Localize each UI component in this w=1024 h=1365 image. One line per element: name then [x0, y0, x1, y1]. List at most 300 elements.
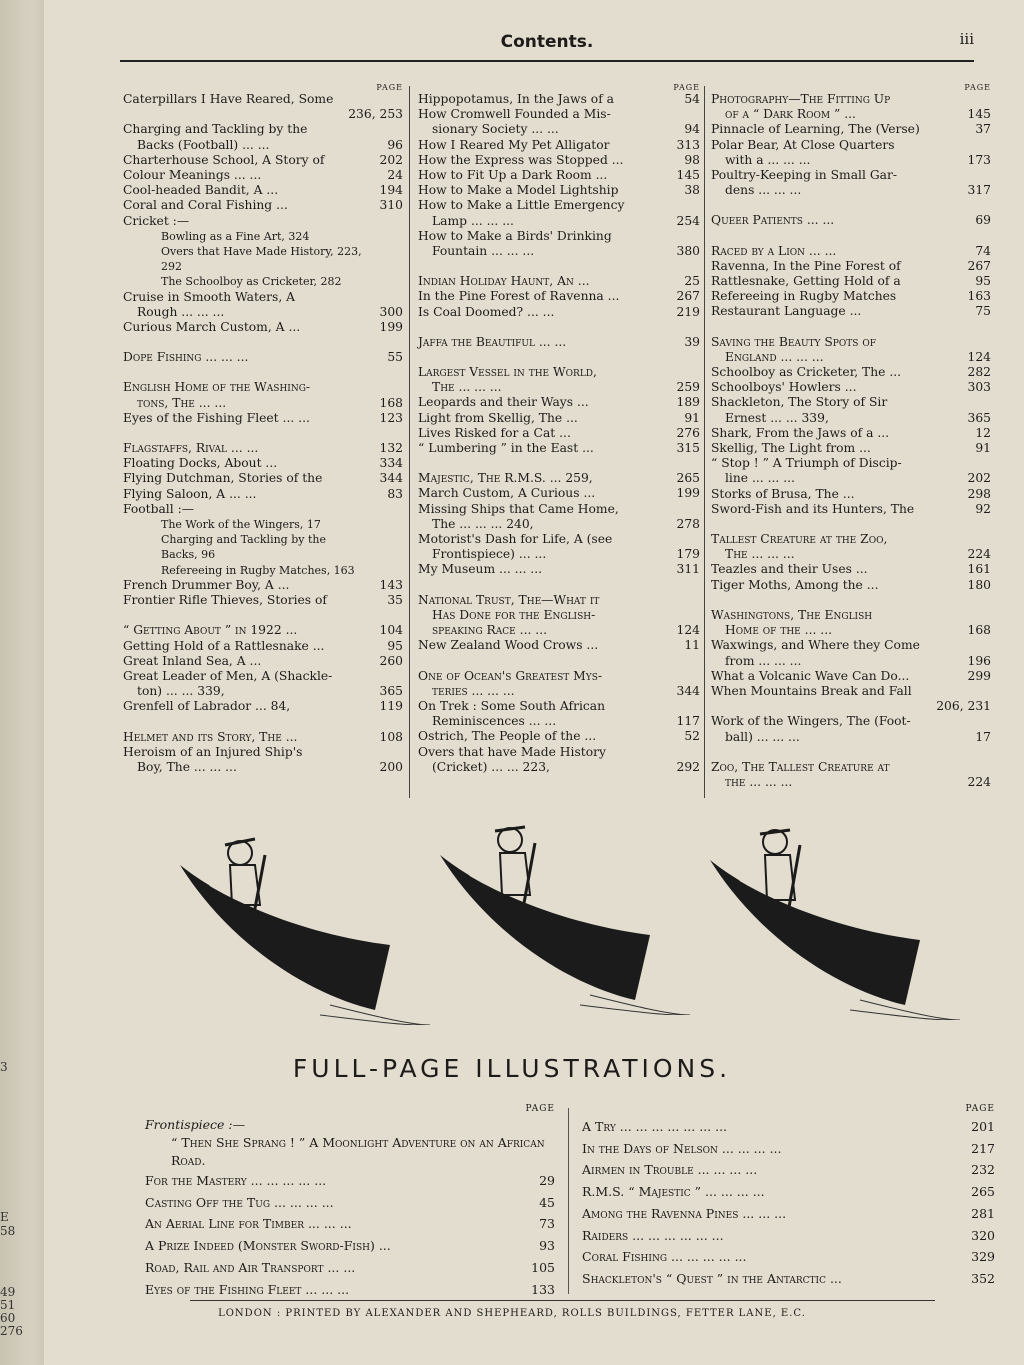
- illustration-title: Shackleton's “ Quest ” in the Antarctic ...: [582, 1270, 842, 1286]
- illustration-entry: [582, 1268, 995, 1290]
- entry-page-number: 119: [379, 699, 403, 714]
- entry-title: speaking Race ... ...: [432, 623, 548, 638]
- entry-page-number: 124: [676, 623, 700, 638]
- contents-entry: [711, 684, 991, 699]
- entry-page-number: 173: [967, 152, 991, 167]
- entry-page-number: 91: [684, 410, 700, 425]
- entry-list-c: [711, 92, 991, 790]
- entry-title: Lives Risked for a Cat ...: [418, 425, 571, 440]
- section-gap: [711, 320, 991, 335]
- entry-page-number: 365: [967, 410, 991, 425]
- entry-title: Has Done for the English-: [432, 607, 596, 622]
- illustration-title: A Prize Indeed (Monster Sword-Fish) ...: [145, 1238, 391, 1254]
- canoe-icon: [700, 820, 960, 1020]
- contents-entry: [418, 289, 700, 304]
- entry-title: Overs that have Made History: [418, 744, 606, 759]
- contents-entry: [711, 138, 991, 153]
- contents-entry: [123, 168, 403, 183]
- contents-entry: [711, 122, 991, 137]
- page-header: [120, 30, 974, 62]
- contents-entry: [418, 229, 700, 244]
- contents-entry: [711, 213, 991, 228]
- column-divider: [568, 1108, 569, 1294]
- contents-entry: [123, 593, 403, 608]
- section-gap: [418, 350, 700, 365]
- entry-page-number: 224: [967, 774, 991, 789]
- page-column-label: PAGE: [525, 1104, 555, 1114]
- entry-title: Restaurant Language ...: [711, 304, 862, 319]
- entry-title: Indian Holiday Haunt, An ...: [418, 274, 590, 289]
- entry-page-number: 91: [975, 441, 991, 456]
- entry-page-number: 143: [379, 577, 403, 592]
- contents-entry: [418, 365, 700, 380]
- contents-entry: [123, 532, 403, 547]
- entry-title: of a “ Dark Room ” ...: [725, 107, 856, 122]
- illustration-page-number: 265: [971, 1184, 995, 1200]
- entry-list-a: [123, 92, 403, 775]
- entry-page-number: 168: [967, 623, 991, 638]
- section-gap: [711, 745, 991, 760]
- contents-entry: [418, 471, 700, 486]
- entry-title: Charterhouse School, A Story of: [123, 152, 325, 167]
- illustration-title: Casting Off the Tug ... ... ... ...: [145, 1194, 334, 1210]
- contents-entry: [711, 304, 991, 319]
- entry-page-number: 265: [676, 471, 700, 486]
- entry-page-number: 189: [676, 395, 700, 410]
- entry-title: Raced by a Lion ... ...: [711, 243, 837, 258]
- entry-title: Rough ... ... ...: [137, 304, 225, 319]
- contents-entry: [123, 502, 403, 517]
- entry-title: Flying Dutchman, Stories of the: [123, 471, 323, 486]
- entry-page-number: 299: [967, 668, 991, 683]
- canoe-icon: [430, 815, 690, 1015]
- section-gap: [123, 426, 403, 441]
- entry-title: Motorist's Dash for Life, A (see: [418, 532, 613, 547]
- contents-column-a: [123, 80, 403, 775]
- illustration-title: A Try ... ... ... ... ... ... ...: [582, 1119, 728, 1134]
- illustrations-column-right: [582, 1102, 995, 1290]
- entry-title: the ... ... ...: [725, 774, 793, 789]
- entry-page-number: 17: [975, 729, 991, 744]
- contents-entry: [711, 562, 991, 577]
- entry-page-number: 315: [676, 441, 700, 456]
- illustration-title: Among the Ravenna Pines ... ... ...: [582, 1205, 787, 1221]
- contents-entry: [418, 562, 700, 577]
- entry-title: Largest Vessel in the World,: [418, 365, 597, 380]
- entry-title: “ Stop ! ” A Triumph of Discip-: [711, 456, 902, 471]
- margin-fragment: 3: [0, 1060, 8, 1074]
- entry-title: Ravenna, In the Pine Forest of: [711, 258, 901, 273]
- contents-entry: [711, 395, 991, 410]
- entry-title: Floating Docks, About ...: [123, 456, 278, 471]
- contents-entry: [123, 122, 403, 137]
- contents-entry: [711, 92, 991, 107]
- contents-entry: [123, 396, 403, 411]
- entry-title: Teazles and their Uses ...: [711, 562, 868, 577]
- entry-page-number: 96: [387, 137, 403, 152]
- contents-entry: [418, 517, 700, 532]
- contents-entry: [711, 669, 991, 684]
- contents-entry: [711, 502, 991, 517]
- contents-entry: [711, 259, 991, 274]
- entry-title: Majestic, The R.M.S. ... 259,: [418, 471, 593, 486]
- entry-page-number: 300: [379, 304, 403, 319]
- entry-page-number: 24: [387, 168, 403, 183]
- entry-title: Skellig, The Light from ...: [711, 441, 871, 456]
- illustration-entry: [582, 1138, 995, 1160]
- contents-entry: [711, 456, 991, 471]
- section-gap: [418, 654, 700, 669]
- contents-entry: [123, 654, 403, 669]
- illustration-page-number: 105: [531, 1259, 555, 1275]
- entry-page-number: 194: [379, 183, 403, 198]
- contents-entry: [711, 623, 991, 638]
- entry-title: Cool-headed Bandit, A ...: [123, 183, 279, 198]
- entry-page-number: 311: [676, 562, 700, 577]
- entry-title: How I Reared My Pet Alligator: [418, 137, 610, 152]
- contents-entry: [418, 486, 700, 501]
- margin-fragment: 51: [0, 1298, 16, 1312]
- entry-title: Cruise in Smooth Waters, A: [123, 289, 296, 304]
- contents-entry: [123, 441, 403, 456]
- section-gap: [418, 578, 700, 593]
- margin-fragment: 58: [0, 1224, 16, 1238]
- entry-title: How to Fit Up a Dark Room ...: [418, 168, 608, 183]
- entry-title: Football :—: [123, 501, 195, 516]
- entry-title: Flagstaffs, Rival ... ...: [123, 441, 259, 456]
- illustration-page-number: 329: [971, 1249, 995, 1265]
- illustration-title: Raiders ... ... ... ... ... ...: [582, 1227, 724, 1243]
- illustration-entry: [145, 1257, 555, 1279]
- contents-entry: [418, 183, 700, 198]
- entry-page-number: 145: [967, 107, 991, 122]
- entry-title: On Trek : Some South African: [418, 698, 606, 713]
- illustrations-column-left: [145, 1102, 555, 1300]
- entry-title: Poultry-Keeping in Small Gar-: [711, 168, 898, 183]
- entry-title: Great Inland Sea, A ...: [123, 653, 262, 668]
- entry-title: English Home of the Washing-: [123, 380, 311, 395]
- entry-page-number: 196: [967, 653, 991, 668]
- contents-entry: [418, 244, 700, 259]
- full-page-illustrations-title: FULL-PAGE ILLUSTRATIONS.: [292, 1054, 732, 1083]
- illustration-entry: [145, 1170, 555, 1192]
- contents-entry: [123, 229, 403, 244]
- illustration-title: Road, Rail and Air Transport ... ...: [145, 1259, 356, 1275]
- section-gap: [711, 517, 991, 532]
- entry-title: Reminiscences ... ...: [432, 714, 557, 729]
- entry-title: from ... ... ...: [725, 653, 802, 668]
- contents-entry: [418, 198, 700, 213]
- contents-entry: [123, 471, 403, 486]
- entry-title: In the Pine Forest of Ravenna ...: [418, 289, 620, 304]
- illustration-entry: [145, 1235, 555, 1257]
- illustration-entry: [145, 1192, 555, 1214]
- contents-entry: [123, 411, 403, 426]
- frontispiece-caption: “ Then She Sprang ! ” A Moonlight Adventure on an African Road.: [171, 1135, 545, 1168]
- contents-entry: [418, 214, 700, 229]
- contents-entry: [418, 153, 700, 168]
- contents-entry: [711, 487, 991, 502]
- canoe-illustration: [170, 815, 970, 1025]
- contents-entry: [418, 669, 700, 684]
- section-gap: [418, 259, 700, 274]
- entry-page-number: 202: [967, 471, 991, 486]
- contents-entry: [711, 775, 991, 790]
- entry-title: (Cricket) ... ... 223,: [432, 759, 550, 774]
- entry-page-number: 236, 253: [348, 107, 403, 122]
- entry-title: line ... ... ...: [725, 471, 795, 486]
- entry-page-number: 168: [379, 395, 403, 410]
- contents-entry: [711, 107, 991, 122]
- contents-entry: [418, 547, 700, 562]
- entry-title: “ Getting About ” in 1922 ...: [123, 623, 298, 638]
- entry-page-number: 199: [676, 486, 700, 501]
- entry-title: Zoo, The Tallest Creature at: [711, 759, 890, 774]
- contents-entry: [418, 138, 700, 153]
- entry-title: Cricket :—: [123, 213, 190, 228]
- illustration-title: In the Days of Nelson ... ... ... ...: [582, 1140, 782, 1156]
- entry-title: Saving the Beauty Spots of: [711, 334, 876, 349]
- section-gap: [123, 715, 403, 730]
- entry-title: Light from Skellig, The ...: [418, 410, 578, 425]
- entry-page-number: 180: [967, 577, 991, 592]
- entry-title: Queer Patients ... ...: [711, 213, 835, 228]
- entry-title: Heroism of an Injured Ship's: [123, 744, 303, 759]
- contents-entry: [123, 259, 403, 274]
- entry-title: Helmet and its Story, The ...: [123, 729, 298, 744]
- contents-entry: [123, 153, 403, 168]
- contents-entry: [123, 214, 403, 229]
- contents-entry: [711, 654, 991, 669]
- illustration-page-number: 281: [971, 1205, 995, 1221]
- entry-title: Refereeing in Rugby Matches, 163: [161, 563, 355, 577]
- contents-entry: [418, 532, 700, 547]
- illustration-entry: [145, 1213, 555, 1235]
- illustration-page-number: 352: [971, 1270, 995, 1286]
- margin-fragment: 60: [0, 1311, 16, 1325]
- contents-entry: [123, 547, 403, 562]
- entry-title: Is Coal Doomed? ... ...: [418, 304, 555, 319]
- section-gap: [418, 456, 700, 471]
- adjacent-page-margin: [0, 0, 45, 1365]
- contents-entry: [418, 426, 700, 441]
- contents-entry: [123, 244, 403, 259]
- contents-entry: [711, 730, 991, 745]
- contents-entry: [711, 244, 991, 259]
- contents-entry: [123, 578, 403, 593]
- contents-entry: [418, 411, 700, 426]
- contents-entry: [123, 320, 403, 335]
- entry-title: Schoolboy as Cricketer, The ...: [711, 365, 902, 380]
- entry-title: Backs (Football) ... ...: [137, 137, 270, 152]
- entry-title: with a ... ... ...: [725, 152, 811, 167]
- contents-entry: [418, 699, 700, 714]
- entry-page-number: 179: [676, 547, 700, 562]
- section-gap: [123, 335, 403, 350]
- entry-list-b: [418, 92, 700, 775]
- entry-page-number: 92: [975, 501, 991, 516]
- section-gap: [711, 229, 991, 244]
- contents-entry: [418, 92, 700, 107]
- contents-entry: [711, 183, 991, 198]
- entry-title: ball) ... ... ...: [725, 729, 800, 744]
- contents-entry: [123, 684, 403, 699]
- entry-title: The ... ... ...: [432, 380, 502, 395]
- entry-title: Refereeing in Rugby Matches: [711, 289, 897, 304]
- illustration-entry: [582, 1159, 995, 1181]
- contents-entry: [123, 350, 403, 365]
- contents-entry: [418, 729, 700, 744]
- contents-entry: [418, 168, 700, 183]
- contents-entry: [711, 532, 991, 547]
- illustration-page-number: 217: [971, 1140, 995, 1156]
- entry-page-number: 95: [387, 638, 403, 653]
- entry-title: Charging and Tackling by the: [161, 533, 326, 547]
- contents-entry: [418, 638, 700, 653]
- section-gap: [123, 365, 403, 380]
- entry-title: The ... ... ...: [725, 547, 795, 562]
- entry-title: Leopards and their Ways ...: [418, 395, 589, 410]
- entry-title: Fountain ... ... ...: [432, 244, 535, 259]
- contents-entry: [711, 760, 991, 775]
- contents-entry: [123, 138, 403, 153]
- entry-title: dens ... ... ...: [725, 183, 802, 198]
- contents-entry: [123, 183, 403, 198]
- entry-page-number: 95: [975, 274, 991, 289]
- entry-title: Backs, 96: [161, 548, 216, 562]
- entry-title: French Drummer Boy, A ...: [123, 577, 290, 592]
- page-column-label: PAGE: [964, 83, 991, 92]
- entry-title: Shackleton, The Story of Sir: [711, 395, 888, 410]
- illustration-entry: [582, 1116, 995, 1138]
- entry-title: Sword-Fish and its Hunters, The: [711, 501, 915, 516]
- contents-entry: [123, 274, 403, 289]
- entry-title: Home of the ... ...: [725, 623, 833, 638]
- entry-page-number: 55: [387, 350, 403, 365]
- contents-entry: [418, 305, 700, 320]
- printer-imprint: LONDON : PRINTED BY ALEXANDER AND SHEPHEARD, ROLLS BUILDINGS, FETTER LANE, E.C.: [218, 1308, 806, 1319]
- contents-entry: [123, 92, 403, 107]
- contents-entry: [711, 411, 991, 426]
- illustration-entry: [582, 1246, 995, 1268]
- page-column-label: PAGE: [376, 83, 403, 92]
- entry-title: How the Express was Stopped ...: [418, 152, 624, 167]
- contents-column-c: [711, 80, 991, 790]
- entry-title: Polar Bear, At Close Quarters: [711, 137, 895, 152]
- contents-entry: [711, 365, 991, 380]
- entry-page-number: 310: [379, 198, 403, 213]
- contents-entry: [123, 456, 403, 471]
- contents-column-b: [418, 80, 700, 775]
- contents-entry: [123, 517, 403, 532]
- entry-page-number: 52: [684, 729, 700, 744]
- entry-page-number: 35: [387, 593, 403, 608]
- section-gap: [418, 320, 700, 335]
- contents-entry: [418, 107, 700, 122]
- entry-title: Caterpillars I Have Reared, Some: [123, 92, 334, 106]
- entry-title: Grenfell of Labrador ... 84,: [123, 699, 291, 714]
- contents-entry: [418, 502, 700, 517]
- entry-title: Hippopotamus, In the Jaws of a: [418, 92, 614, 106]
- entry-page-number: 224: [967, 547, 991, 562]
- entry-title: Getting Hold of a Rattlesnake ...: [123, 638, 325, 653]
- margin-fragment: E: [0, 1210, 9, 1224]
- entry-title: Ernest ... ... 339,: [725, 410, 829, 425]
- illustration-page-number: 232: [971, 1162, 995, 1178]
- entry-title: Ostrich, The People of the ...: [418, 729, 597, 744]
- contents-entry: [123, 639, 403, 654]
- entry-title: The ... ... ... 240,: [432, 516, 534, 531]
- contents-entry: [711, 335, 991, 350]
- entry-title: Tallest Creature at the Zoo,: [711, 532, 888, 547]
- entry-page-number: 39: [684, 334, 700, 349]
- contents-entry: [418, 380, 700, 395]
- footer-rule: [190, 1300, 935, 1301]
- entry-page-number: 12: [975, 425, 991, 440]
- entry-page-number: 202: [379, 152, 403, 167]
- entry-title: Colour Meanings ... ...: [123, 168, 262, 183]
- contents-entry: [711, 578, 991, 593]
- entry-page-number: 267: [967, 258, 991, 273]
- illustration-entry: [582, 1225, 995, 1247]
- contents-entry: [418, 122, 700, 137]
- entry-title: sionary Society ... ...: [432, 122, 559, 137]
- entry-title: 292: [161, 260, 182, 274]
- contents-entry: [711, 380, 991, 395]
- contents-entry: [711, 441, 991, 456]
- entry-page-number: 206, 231: [936, 699, 991, 714]
- illustration-page-number: 320: [971, 1227, 995, 1243]
- entry-title: Waxwings, and Where they Come: [711, 638, 920, 653]
- entry-page-number: 380: [676, 244, 700, 259]
- column-divider: [409, 86, 410, 798]
- illustration-entry: [145, 1279, 555, 1301]
- entry-title: Schoolboys' Howlers ...: [711, 380, 857, 395]
- contents-entry: [711, 638, 991, 653]
- entry-page-number: 161: [967, 562, 991, 577]
- entry-page-number: 11: [684, 638, 700, 653]
- margin-fragment: 49: [0, 1285, 16, 1299]
- contents-entry: [418, 441, 700, 456]
- entry-title: ton) ... ... 339,: [137, 684, 225, 699]
- margin-fragment: 276: [0, 1324, 23, 1338]
- entry-title: How to Make a Little Emergency: [418, 198, 625, 213]
- contents-entry: [711, 350, 991, 365]
- contents-entry: [711, 547, 991, 562]
- contents-title: Contents.: [500, 32, 594, 52]
- entry-page-number: 365: [379, 684, 403, 699]
- contents-entry: [123, 380, 403, 395]
- contents-entry: [711, 426, 991, 441]
- entry-page-number: 54: [684, 92, 700, 106]
- page-column-label: PAGE: [673, 83, 700, 92]
- entry-page-number: 313: [676, 137, 700, 152]
- contents-entry: [123, 563, 403, 578]
- entry-page-number: 37: [975, 122, 991, 137]
- contents-entry: [418, 684, 700, 699]
- contents-entry: [711, 714, 991, 729]
- entry-page-number: 303: [967, 380, 991, 395]
- entry-page-number: 104: [379, 623, 403, 638]
- entry-page-number: 25: [684, 274, 700, 289]
- entry-page-number: 344: [379, 471, 403, 486]
- illustration-list-right: [582, 1116, 995, 1290]
- entry-page-number: 276: [676, 425, 700, 440]
- contents-entry: [123, 623, 403, 638]
- entry-page-number: 259: [676, 380, 700, 395]
- contents-entry: [711, 168, 991, 183]
- entry-page-number: 94: [684, 122, 700, 137]
